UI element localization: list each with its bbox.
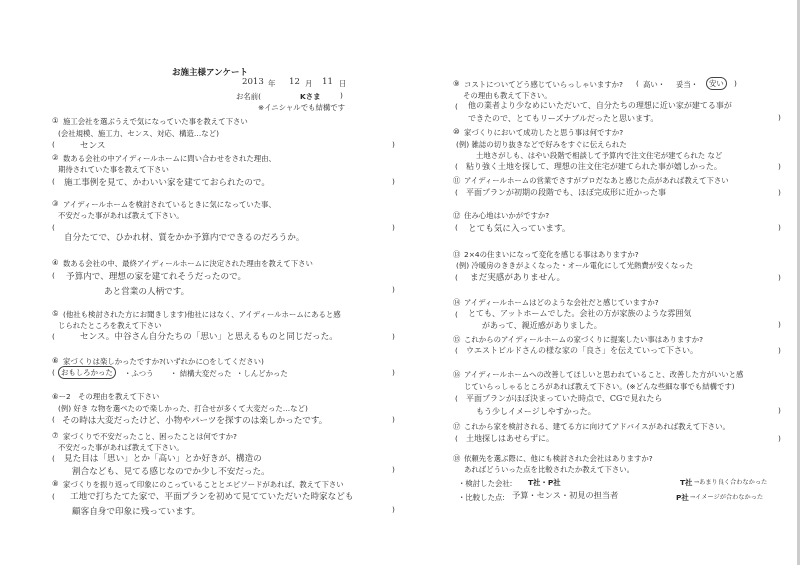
q16-question-2: じていらっしゃるところがあれば教えて下さい。(※どんな些細な事でも結構です) <box>464 382 735 391</box>
q14-number: ⑭ <box>453 298 461 307</box>
q13-open: ( <box>455 273 458 282</box>
month-value: 12 <box>289 77 300 87</box>
q9-close: ) <box>778 113 781 122</box>
q8-question: 家づくりを振り返って印象にのこっていることとエピソードがあれば、教えて下さい <box>63 480 344 489</box>
q4-open: ( <box>52 271 55 280</box>
q8-open: ( <box>52 492 55 501</box>
q6-option-hard: ・ 結構大変だった <box>170 369 232 378</box>
q16-answer: 平面プランがほぼ決まっていた時点で、CGで見れたら <box>466 394 663 403</box>
q1-question: 施工会社を選ぶうえで気になっていた事を教えて下さい <box>63 117 248 126</box>
q17-question: これから家を検討される、建てる方に向けてアドバイスがあれば教えて下さい。 <box>464 422 730 431</box>
q10-sub-2: 土地さがしも、はやい段階で相談して予算内で注文住宅が建てられた など <box>476 151 723 160</box>
q9-opt-open: ( <box>636 79 639 88</box>
q11-answer: 平面プランが初期の段階でも、ほぼ完成形に近かった事 <box>466 188 666 197</box>
day-value: 11 <box>322 77 333 87</box>
q16-question: アイディールホームへの改善してほしいと思われていること、改善した方がいいと感 <box>464 370 744 379</box>
q12-number: ⑫ <box>453 211 461 220</box>
q15-answer: ウエストビルドさんの様な家の「良さ」を伝えていって下さい。 <box>466 346 698 355</box>
day-label: 日 <box>339 79 347 88</box>
q1-open: ( <box>52 140 55 149</box>
q10-question: 家づくりにおいて成功したと思う事は何ですか? <box>464 128 624 137</box>
q13-question: 2×4の住まいになって変化を感じる事はありますか? <box>464 250 639 259</box>
q18-question-2: あればどういった点を比較されたか教えて下さい。 <box>464 465 634 474</box>
q12-open: ( <box>455 223 458 232</box>
q6-open: ( <box>52 368 55 377</box>
q6-2-number: ⑥ー2 <box>52 392 71 401</box>
q9-option-cheap-selected: 安い <box>706 77 727 90</box>
compare-company-label: ・検討した会社: <box>458 479 513 488</box>
q17-answer: 土地探しはあせらずに。 <box>466 434 554 443</box>
q17-number: ⑰ <box>453 422 461 431</box>
q15-question: これからのアイディールホームの家づくりに提案したい事はありますか? <box>464 335 704 344</box>
q6-option-normal: ・ふつう <box>124 369 154 378</box>
q1-answer: センス <box>80 141 106 151</box>
q6-2-question: その理由を教えて下さい <box>78 392 160 401</box>
q10-number: ⑩ <box>453 127 460 136</box>
q3-open: ( <box>52 223 55 232</box>
q9-open: ( <box>455 102 458 111</box>
q14-close: ) <box>778 320 781 329</box>
initial-note: ※イニシャルでも結構です <box>258 103 346 112</box>
q5-question-2: じられたところを教えて下さい <box>58 321 162 330</box>
year-label: 年 <box>268 79 276 88</box>
q13-answer: まだ実感がありません。 <box>470 273 566 283</box>
q15-open: ( <box>455 346 458 355</box>
q6-2-sub: (例) 好き な物を選べたので楽しかった、打合せが多くて大変だった…など) <box>58 404 308 413</box>
q16-open: ( <box>455 394 458 403</box>
q14-question: アイディールホームはどのような会社だと感じていますか? <box>464 298 659 307</box>
q4-answer-2: あと営業の人柄です。 <box>104 287 190 297</box>
q2-number: ② <box>52 153 59 162</box>
q18-question: 依頼先を選ぶ際に、他にも検討された会社はありますか? <box>464 454 653 463</box>
q16-close: ) <box>778 406 781 415</box>
q4-number: ④ <box>52 258 59 267</box>
q9-number: ⑨ <box>453 79 460 88</box>
q5-number: ⑤ <box>52 309 59 318</box>
q5-close: ) <box>392 332 395 341</box>
q9-sub-question: その理由も教えて下さい。 <box>463 91 552 100</box>
q7-question-2: 不安だった事があれば教えて下さい。 <box>58 443 184 452</box>
compare-t-label: T社 <box>680 478 693 487</box>
q6-2-open: ( <box>52 415 55 424</box>
q15-close: ) <box>778 346 781 355</box>
q10-answer: 粘り強く土地を探して、理想の注文住宅が建てられた事が嬉しかった。 <box>466 162 722 171</box>
q9-option-fair: 妥当・ <box>676 80 699 89</box>
q7-question: 家づくりで不安だったこと、困ったことは何ですか? <box>63 432 237 441</box>
name-close: ) <box>340 91 343 100</box>
q9-option-high: 高い・ <box>643 80 666 89</box>
q4-question: 数ある会社の中、最終アイディールホームに決定された理由を教えて下さい <box>63 259 313 268</box>
q1-close: ) <box>392 140 395 149</box>
q2-question-2: 期待されていた事を教えて下さい <box>58 165 169 174</box>
q4-answer: 予算内で、理想の家を建てれそうだったので。 <box>66 272 247 282</box>
q8-answer-2: 顧客自身で印象に残っています。 <box>72 507 201 517</box>
q10-sub: (例) 雑誌の切り抜きなどで好みをすぐに伝えられた <box>456 140 627 149</box>
q14-answer: とても、アットホームでした。会社の方が家族のような雰囲気 <box>468 309 692 318</box>
q3-question: アイディールホームを検討されているときに気になっていた事、 <box>63 200 276 209</box>
q2-answer: 施工事例を見て、かわいい家を建てておられたので。 <box>64 178 270 188</box>
q5-question: (他社も検討された方にお聞きします)他社にはなく、アイディールホームにあると感 <box>63 310 341 319</box>
q6-close: ) <box>392 368 395 377</box>
q7-answer: 見た目は「思い」とか「高い」とか好きが、構造の <box>64 454 262 464</box>
q15-number: ⑮ <box>453 335 461 344</box>
q10-close: ) <box>778 162 781 171</box>
q13-close: ) <box>778 273 781 282</box>
q3-close: ) <box>392 223 395 232</box>
q12-answer: とても気に入っています。 <box>468 224 571 234</box>
q5-open: ( <box>52 332 55 341</box>
q9-opt-close: ) <box>734 79 737 88</box>
year-value: 2013 <box>242 77 264 87</box>
q14-answer-2: があって、親近感がありました。 <box>482 321 602 330</box>
page-title: お施主様アンケート <box>172 68 248 78</box>
q6-option-tough: ・しんどかった <box>236 369 288 378</box>
q5-answer: センス。中谷さん自分たちの「思い」と思えるものと同じだった。 <box>80 332 338 342</box>
q2-close: ) <box>392 177 395 186</box>
q4-close: ) <box>392 285 395 294</box>
q7-close: ) <box>392 465 395 474</box>
q2-question: 数ある会社の中アイディールホームに問い合わせをされた理由、 <box>63 154 276 163</box>
q3-answer: 自分たてで、ひかれ材、質をかか予算内でできるのだろうか。 <box>64 233 305 243</box>
compare-t-note: →あまり良く合わなかった <box>694 479 768 486</box>
q1-sub: (会社規模、施工力、センス、対応、構造…など) <box>58 129 219 138</box>
name-value: Kさま <box>300 92 321 101</box>
q8-number: ⑧ <box>52 479 59 488</box>
q14-open: ( <box>455 310 458 319</box>
q6-number: ⑥ <box>52 356 59 365</box>
compare-p-note: →イメージが合わなかった <box>690 494 764 501</box>
q11-number: ⑪ <box>453 176 461 185</box>
q8-close: ) <box>392 505 395 514</box>
q16-answer-2: もう少しイメージしやすかった。 <box>476 407 596 416</box>
month-label: 月 <box>305 79 313 88</box>
q6-option-fun-selected: おもしろかった <box>58 366 116 379</box>
q7-answer-2: 割合なども、見てる感じなのでか少し不安だった。 <box>72 467 270 477</box>
compare-p-label: P社 <box>676 493 689 502</box>
q3-number: ③ <box>52 199 59 208</box>
q16-number: ⑯ <box>453 370 461 379</box>
q11-close: ) <box>778 188 781 197</box>
name-label: お名前( <box>236 92 262 101</box>
q6-question: 家づくりは楽しかったですか?(いずれかに○をしてください) <box>63 357 264 366</box>
q6-2-close: ) <box>392 415 395 424</box>
q11-question: アイディールホームの営業でさすがプロだなあと感じた点があれば教えて下さい <box>464 176 729 185</box>
q1-number: ① <box>52 116 59 125</box>
q12-question: 住み心地はいかがですか? <box>464 211 550 220</box>
q13-sub: (例) 冷暖房のききがよくなった・オール電化にして光熱費が安くなった <box>456 261 694 270</box>
q9-answer: 他の業者より少なめにいただいて、自分たちの理想に近い家が建てる事が <box>468 101 732 110</box>
q13-number: ⑬ <box>453 250 461 259</box>
q2-open: ( <box>52 177 55 186</box>
compare-point-value: 予算・センス・初見の担当者 <box>512 490 619 500</box>
q8-answer: 工地で打ちたてた家で、平面プランを初めて見てていただいた時家なども <box>70 492 354 502</box>
q12-close: ) <box>778 223 781 232</box>
q6-2-answer: その時は大変だったけど、小物やパーツを探すのは楽しかったです。 <box>62 416 328 426</box>
q3-question-2: 不安だった事があれば教えて下さい。 <box>58 211 184 220</box>
q11-open: ( <box>455 188 458 197</box>
q7-number: ⑦ <box>52 431 59 440</box>
q18-number: ⑱ <box>453 454 461 463</box>
q7-open: ( <box>52 454 55 463</box>
q9-question: コストについてどう感じていらっしゃいますか? <box>464 80 623 89</box>
q9-answer-2: できたので、とてもリーズナブルだったと思います。 <box>468 114 659 123</box>
compare-point-label: ・比較した点: <box>458 493 505 502</box>
q10-open: ( <box>455 162 458 171</box>
q17-close: ) <box>778 434 781 443</box>
q17-open: ( <box>455 434 458 443</box>
compare-company-value: T社・P社 <box>528 478 561 487</box>
